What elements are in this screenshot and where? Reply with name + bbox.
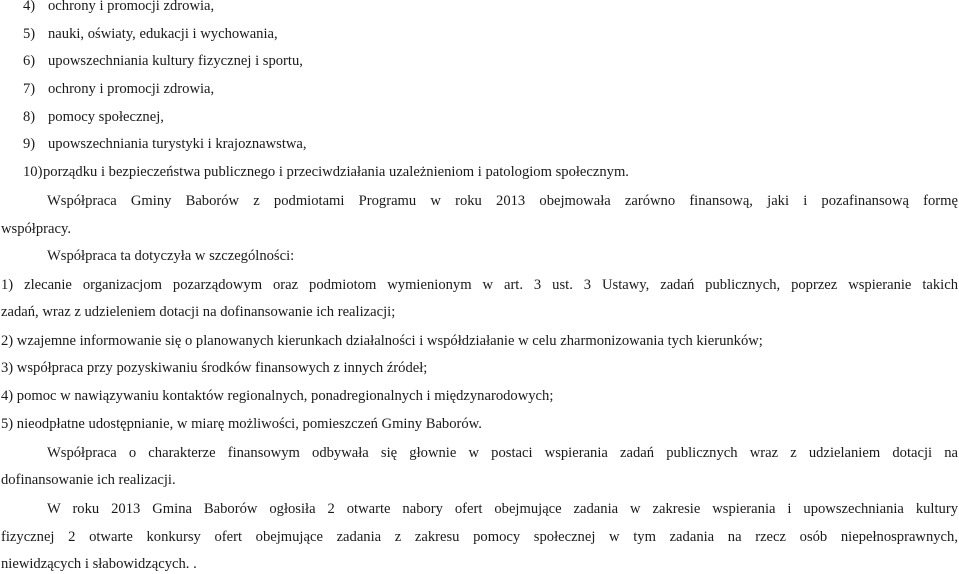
list-item (23, 107, 164, 127)
paragraph-line: W roku 2013 Gmina Baborów ogłosiła 2 otwarte nabory ofert obejmujące zadania w zakresie wspierania i upowszechniania kultury (47, 501, 958, 517)
paragraph-line: Współpraca Gminy Baborów z podmiotami Programu w roku 2013 obejmowała zarówno finansową, jaki i pozafinansową formę (47, 193, 958, 209)
list-item: 2) wzajemne informowanie się o planowanych kierunkach działalności i współdziałanie w celu zharmonizowania tych kierunków; (1, 333, 763, 349)
paragraph-line: Współpraca ta dotyczyła w szczególności: (47, 248, 295, 264)
list-item-number: 8) (23, 109, 36, 125)
list-item (23, 0, 214, 16)
list-item-text: porządku i bezpieczeństwa publicznego i przeciwdziałania uzależnieniom i patologiom społecznym. (43, 164, 629, 180)
list-item: 1) zlecanie organizacjom pozarządowym oraz podmiotom wymienionym w art. 3 ust. 3 Ustawy, zadań publicznych, poprzez wspieranie takich (1, 277, 958, 293)
list-item-text: ochrony i promocji zdrowia, (48, 81, 215, 97)
list-item: 3) współpraca przy pozyskiwaniu środków finansowych z innych źródeł; (1, 360, 428, 376)
list-item-number: 9) (23, 136, 36, 152)
list-item-number: 7) (23, 81, 36, 97)
list-item (23, 24, 278, 44)
list-item: 5) nieodpłatne udostępnianie, w miarę możliwości, pomieszczeń Gminy Baborów. (1, 416, 482, 432)
paragraph-line: dofinansowanie ich realizacji. (1, 472, 176, 488)
list-item-number: 5) (23, 26, 36, 42)
list-item-text: ochrony i promocji zdrowia, (48, 0, 215, 14)
list-item: zadań, wraz z udzieleniem dotacji na dofinansowanie ich realizacji; (1, 304, 396, 320)
paragraph-line: współpracy. (1, 221, 71, 237)
list-item-text: upowszechniania turystyki i krajoznawstwa, (48, 136, 307, 152)
list-item-text: pomocy społecznej, (48, 109, 164, 125)
list-item-number: 10) (23, 164, 43, 180)
list-item (23, 79, 214, 99)
list-item-number: 4) (23, 0, 36, 14)
list-item-number: 6) (23, 53, 36, 69)
list-item-text: nauki, oświaty, edukacji i wychowania, (48, 26, 278, 42)
paragraph-line: Współpraca o charakterze finansowym odbywała się głownie w postaci wspierania zadań publicznych wraz z udzielaniem dotacji na (47, 445, 958, 461)
list-item (23, 51, 303, 71)
list-item (23, 162, 629, 182)
paragraph-line: fizycznej 2 otwarte konkursy ofert obejmujące zadania z zakresu pomocy społecznej w tym zadania na rzecz osób niepełnosprawnych, (1, 529, 958, 545)
paragraph-line: niewidzących i słabowidzących. . (1, 556, 197, 572)
list-item: 4) pomoc w nawiązywaniu kontaktów regionalnych, ponadregionalnych i międzynarodowych; (1, 388, 554, 404)
list-item (23, 134, 307, 154)
list-item-text: upowszechniania kultury fizycznej i sportu, (48, 53, 303, 69)
